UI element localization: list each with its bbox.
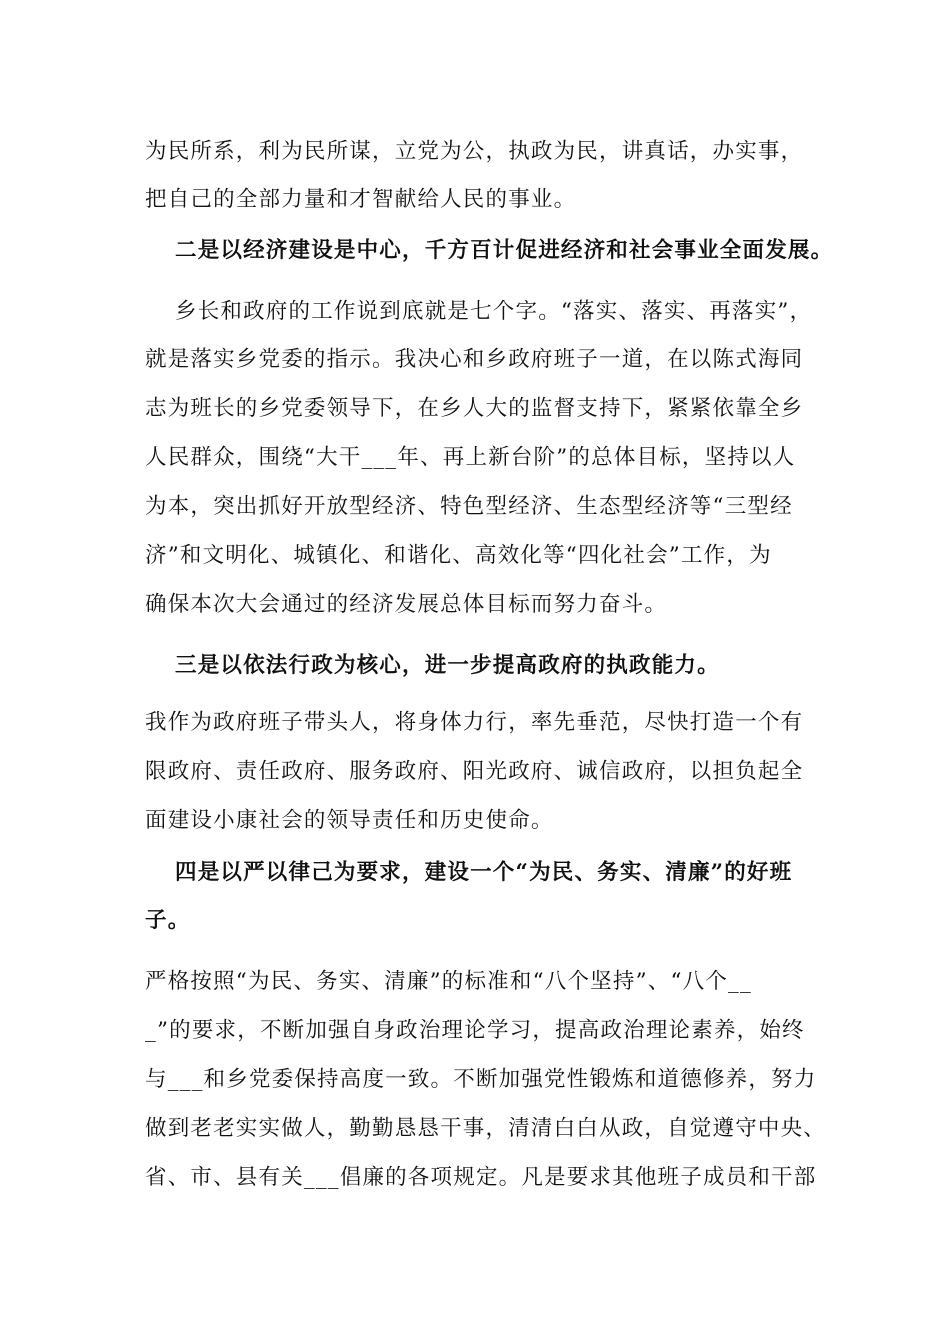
section-heading: 二是以经济建设是中心，千方百计促进经济和社会事业全面发展。 (175, 238, 834, 263)
body-line: 济”和文明化、城镇化、和谐化、高效化等“四化社会”工作，为 (145, 543, 772, 568)
body-line: _”的要求，不断加强自身政治理论学习，提高政治理论素养，始终 (145, 1018, 805, 1043)
section-heading: 四是以严以律己为要求，建设一个“为民、务实、清廉”的好班 (175, 860, 793, 885)
section-heading: 子。 (145, 908, 191, 933)
body-line: 确保本次大会通过的经济发展总体目标而努力奋斗。 (145, 592, 668, 617)
body-line: 我作为政府班子带头人，将身体力行，率先垂范，尽快打造一个有 (145, 710, 804, 735)
body-line: 限政府、责任政府、服务政府、阳光政府、诚信政府，以担负起全 (145, 759, 804, 784)
body-line: 为民所系，利为民所谋，立党为公，执政为民，讲真话，办实事， (145, 139, 804, 164)
body-line: 面建设小康社会的领导责任和历史使命。 (145, 808, 554, 833)
body-line: 省、市、县有关___倡廉的各项规定。凡是要求其他班子成员和干部 (145, 1165, 817, 1190)
body-line: 志为班长的乡党委领导下，在乡人大的监督支持下，紧紧依靠全乡 (145, 396, 804, 421)
body-line: 就是落实乡党委的指示。我决心和乡政府班子一道，在以陈式海同 (145, 347, 804, 372)
body-line: 做到老老实实做人，勤勤恳恳干事，清清白白从政，自觉遵守中央、 (145, 1116, 827, 1141)
body-line: 为本，突出抓好开放型经济、特色型经济、生态型经济等“三型经 (145, 494, 793, 519)
body-line: 严格按照“为民、务实、清廉”的标准和“八个坚持”、“八个__ (145, 969, 752, 994)
section-heading: 三是以依法行政为核心，进一步提高政府的执政能力。 (175, 653, 720, 678)
body-line: 把自己的全部力量和才智献给人民的事业。 (145, 187, 577, 212)
body-line: 乡长和政府的工作说到底就是七个字。“落实、落实、再落实”， (175, 299, 813, 324)
body-line: 与___和乡党委保持高度一致。不断加强党性锻炼和道德修养，努力 (145, 1067, 817, 1092)
body-line: 人民群众，围绕“大干___年、再上新台阶”的总体目标，坚持以人 (145, 445, 796, 470)
